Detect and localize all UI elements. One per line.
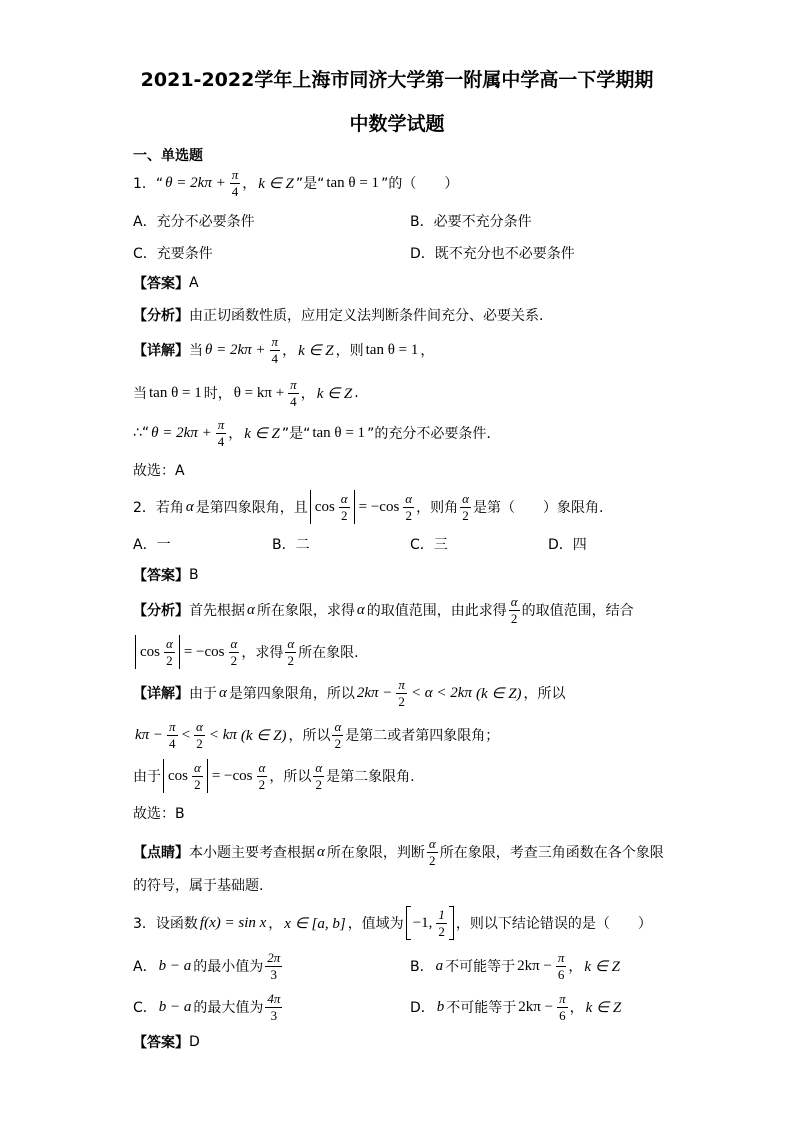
fraction (164, 637, 175, 668)
math-function: cos (140, 643, 160, 660)
detail-text: 时， (203, 386, 232, 402)
stem-text: ，则角 (416, 500, 459, 516)
fraction-numerator: π (169, 718, 176, 734)
q3-option-d (410, 990, 623, 1023)
fraction-denominator: 4 (288, 393, 299, 409)
detail-text: ，所以 (288, 728, 331, 744)
math-expr: 2kπ − (517, 957, 552, 974)
document-title-line-2: 中数学试题 (349, 113, 445, 135)
fraction-numerator: π (271, 333, 279, 349)
q3-option-c (133, 990, 284, 1023)
stem-text: ， (242, 176, 257, 192)
math-expr: b − a (158, 998, 192, 1015)
math-expr: tan θ = 1 (312, 424, 366, 441)
option-text: 的最小值为 (193, 959, 264, 975)
math-expr: f(x) = sin x (199, 914, 267, 931)
q3-option-b (410, 949, 622, 982)
math-expr: θ = 2kπ + (205, 341, 266, 358)
q2-answer (133, 563, 199, 587)
detail-text: ， (420, 343, 435, 359)
analysis-tag: 【分析】 (133, 308, 189, 324)
q3-option-a (133, 949, 284, 982)
q2-option-c: C．三 (410, 537, 448, 553)
fraction (270, 335, 281, 366)
detail-text: . (354, 385, 359, 401)
document-title-line-1: 2021-2022学年上海市同济大学第一附属中学高一下学期期 (140, 69, 654, 91)
math-expr: θ = 2kπ + (165, 174, 226, 191)
math-expr: −1, (412, 914, 433, 931)
q2-analysis-line-2 (133, 635, 359, 668)
detail-text: ，所以 (523, 686, 566, 702)
analysis-text: 首先根据 (189, 603, 245, 619)
fraction-numerator: π (290, 376, 297, 392)
analysis-text: 的取值范围，结合 (521, 603, 634, 619)
fraction (194, 720, 205, 751)
math-expr: k ∈ Z (584, 958, 620, 975)
fraction-numerator: α (428, 835, 436, 851)
math-expr: b − a (158, 957, 192, 974)
math-expr: k ∈ Z (258, 175, 294, 192)
math-function: cos (314, 498, 335, 515)
q1-stem (133, 166, 459, 199)
fraction-denominator: 6 (556, 966, 567, 982)
q2-detail-line-3 (133, 759, 415, 792)
q1-option-b: B．必要不充分条件 (410, 214, 532, 230)
analysis-text: ，求得 (241, 645, 284, 661)
absolute-value (310, 490, 355, 524)
analysis-text: 所在象限. (298, 645, 359, 661)
math-expr: α (356, 601, 365, 618)
comment-text: 所在象限，判断 (326, 845, 425, 861)
option-text: ， (568, 959, 583, 975)
answer-tag: 【答案】 (133, 1035, 189, 1051)
q1-option-d: D．既不充分也不必要条件 (410, 246, 575, 262)
fraction (396, 678, 407, 709)
fraction (556, 951, 567, 982)
q2-comment-line-1 (133, 835, 664, 868)
fraction-numerator: α (315, 759, 323, 775)
math-expr: k ∈ Z (316, 385, 353, 402)
math-expr: tan θ = 1 (365, 341, 419, 358)
fraction (332, 720, 343, 751)
q1-answer (133, 271, 199, 295)
fraction-denominator: 2 (460, 507, 471, 523)
answer-value: D (189, 1034, 200, 1050)
math-expr: k ∈ Z (298, 342, 334, 359)
analysis-tag: 【分析】 (133, 603, 189, 619)
detail-text: ， (228, 426, 243, 442)
fraction-denominator: 4 (167, 735, 178, 751)
fraction-numerator: α (196, 718, 203, 734)
math-expr: b (436, 998, 445, 1015)
math-expr: k ∈ Z (585, 999, 622, 1016)
option-text: A． (133, 959, 157, 975)
option-text: D． (410, 1000, 435, 1016)
q1-option-c: C．充要条件 (133, 246, 213, 262)
fraction-denominator: 2 (229, 652, 240, 668)
fraction-numerator: α (166, 635, 173, 651)
option-text: 的最大值为 (193, 1000, 264, 1016)
math-expr: tan θ = 1 (326, 174, 380, 191)
detail-text: 是第二象限角. (326, 769, 415, 785)
fraction (265, 992, 282, 1023)
math-expr: α (317, 843, 325, 860)
detail-text: ，所以 (269, 769, 312, 785)
fraction (313, 761, 324, 792)
q2-option-a: A．一 (133, 537, 171, 553)
detail-text: ， (300, 386, 315, 402)
answer-value: A (189, 275, 199, 291)
fraction-denominator: 2 (438, 923, 445, 939)
fraction-numerator: π (398, 676, 405, 692)
math-expr: < (181, 726, 191, 743)
fraction-denominator: 4 (270, 350, 281, 366)
math-expr: α (219, 684, 227, 701)
math-expr: 2kπ − (518, 998, 554, 1015)
fraction-numerator: 4π (267, 990, 281, 1006)
fraction-numerator: α (510, 593, 518, 609)
q1-detail-line-1 (133, 333, 435, 366)
fraction-denominator: 2 (403, 507, 414, 523)
option-text: B． (410, 959, 434, 975)
stem-text: ，值域为 (347, 916, 404, 932)
detail-text: ”是“ (281, 426, 311, 442)
math-expr: x ∈ [a, b] (284, 915, 346, 932)
option-text: 不可能等于 (445, 959, 516, 975)
q3-stem (133, 906, 652, 939)
fraction-numerator: α (340, 490, 348, 506)
fraction (427, 837, 438, 868)
stem-text: 1．“ (133, 176, 164, 192)
fraction-numerator: π (559, 990, 566, 1006)
detail-tag: 【详解】 (133, 686, 189, 702)
fraction (229, 637, 240, 668)
fraction (339, 492, 350, 523)
fraction-denominator: 4 (216, 433, 227, 449)
fraction (509, 595, 520, 626)
q1-analysis (133, 303, 543, 327)
fraction-denominator: 2 (396, 693, 407, 709)
comment-text: 所在象限，考查三角函数在各个象限 (439, 845, 664, 861)
fraction-numerator: α (194, 759, 201, 775)
q2-detail-line-1 (133, 676, 566, 709)
q1-option-a: A．充分不必要条件 (133, 214, 255, 230)
fraction-numerator: π (557, 949, 565, 965)
fraction (265, 951, 282, 982)
fraction-denominator: 4 (230, 183, 241, 199)
stem-text: 是第（ ）象限角. (472, 500, 604, 516)
fraction-denominator: 2 (332, 735, 343, 751)
option-text: 不可能等于 (446, 1000, 517, 1016)
fraction-numerator: α (258, 759, 266, 775)
fraction (192, 761, 203, 792)
math-expr: tan θ = 1 (149, 384, 202, 401)
math-expr: < α < 2kπ (410, 684, 472, 701)
math-expr: kπ − (135, 726, 164, 743)
option-text: ， (569, 1000, 584, 1016)
answer-value: B (189, 567, 199, 583)
stem-text: 2．若角 (133, 500, 184, 516)
fraction-numerator: 1 (438, 906, 445, 922)
math-expr: (k ∈ Z) (240, 727, 287, 744)
detail-text: 是第四象限角，所以 (228, 686, 355, 702)
comment-tag: 【点睛】 (133, 845, 189, 861)
q2-conclusion: 故选：B (133, 806, 185, 822)
fraction-denominator: 2 (257, 776, 268, 792)
detail-text: 当 (189, 343, 203, 359)
answer-tag: 【答案】 (133, 568, 189, 584)
math-function: cos (168, 767, 188, 784)
detail-text: ∴“ (133, 425, 150, 441)
analysis-text: 所在象限，求得 (256, 603, 355, 619)
absolute-value (135, 635, 180, 669)
q1-conclusion: 故选：A (133, 463, 185, 479)
math-expr: θ = 2kπ + (151, 424, 212, 441)
detail-text: 当 (133, 386, 147, 402)
stem-text: 3．设函数 (133, 916, 198, 932)
math-expr: = −cos (211, 767, 253, 784)
math-expr: k ∈ Z (244, 425, 280, 442)
fraction-denominator: 2 (285, 652, 296, 668)
fraction (403, 492, 414, 523)
fraction-denominator: 3 (265, 966, 282, 982)
detail-text: ”的充分不必要条件. (367, 426, 491, 442)
answer-tag: 【答案】 (133, 276, 189, 292)
analysis-text: 的取值范围，由此求得 (366, 603, 507, 619)
math-expr: 2kπ − (356, 684, 393, 701)
stem-text: ， (268, 916, 283, 932)
fraction (288, 378, 299, 409)
q3-answer (133, 1030, 200, 1054)
fraction (285, 637, 296, 668)
fraction-denominator: 2 (194, 735, 205, 751)
math-expr: θ = kπ + (233, 384, 285, 401)
q1-detail-line-3 (133, 416, 491, 449)
stem-text: ，则以下结论错误的是（ ） (455, 916, 652, 932)
absolute-value (163, 759, 208, 793)
option-text: C． (133, 1000, 157, 1016)
fraction-denominator: 3 (265, 1007, 282, 1023)
q2-option-b: B．二 (272, 537, 310, 553)
q2-comment-line-2: 的符号，属于基础题. (133, 878, 264, 894)
fraction-numerator: π (231, 166, 239, 182)
fraction-numerator: α (287, 635, 295, 651)
fraction-denominator: 2 (192, 776, 203, 792)
stem-text: ”的（ ） (381, 176, 459, 192)
fraction (460, 492, 471, 523)
fraction-numerator: π (217, 416, 225, 432)
section-heading: 一、单选题 (133, 148, 203, 164)
fraction (167, 720, 178, 751)
fraction-denominator: 6 (557, 1007, 568, 1023)
stem-text: 是第四象限角，且 (195, 500, 308, 516)
analysis-text: 由正切函数性质，应用定义法判断条件间充分、必要关系. (189, 308, 544, 324)
fraction (436, 908, 447, 939)
q1-detail-line-2 (133, 376, 359, 409)
math-expr: (k ∈ Z) (475, 685, 522, 702)
detail-tag: 【详解】 (133, 343, 189, 359)
math-expr: α (247, 601, 255, 618)
q2-detail-line-2 (133, 718, 500, 751)
fraction (557, 992, 568, 1023)
detail-text: 由于 (133, 769, 161, 785)
fraction-denominator: 2 (164, 652, 175, 668)
math-expr: < kπ (208, 726, 237, 743)
detail-text: ，则 (335, 343, 364, 359)
detail-text: ， (282, 343, 297, 359)
q2-stem (133, 490, 604, 523)
right-bracket (449, 906, 454, 940)
math-expr: = −cos (358, 498, 400, 515)
fraction-numerator: 2π (267, 949, 281, 965)
math-expr: α (185, 498, 194, 515)
fraction (230, 168, 241, 199)
detail-text: 是第二或者第四象限角； (345, 728, 500, 744)
math-expr: a (435, 957, 444, 974)
q2-option-d: D．四 (548, 537, 587, 553)
fraction (216, 418, 227, 449)
comment-text: 本小题主要考查根据 (189, 845, 315, 861)
q2-analysis-line-1 (133, 593, 634, 626)
fraction-denominator: 2 (313, 776, 324, 792)
fraction-denominator: 2 (339, 507, 350, 523)
fraction-denominator: 2 (509, 610, 520, 626)
fraction-numerator: α (334, 718, 342, 734)
fraction-numerator: α (462, 490, 469, 506)
detail-text: 由于 (189, 686, 217, 702)
fraction-denominator: 2 (427, 852, 438, 868)
stem-text: ”是“ (295, 176, 325, 192)
math-expr: = −cos (183, 643, 225, 660)
fraction-numerator: α (230, 635, 238, 651)
fraction (257, 761, 268, 792)
fraction-numerator: α (405, 490, 413, 506)
